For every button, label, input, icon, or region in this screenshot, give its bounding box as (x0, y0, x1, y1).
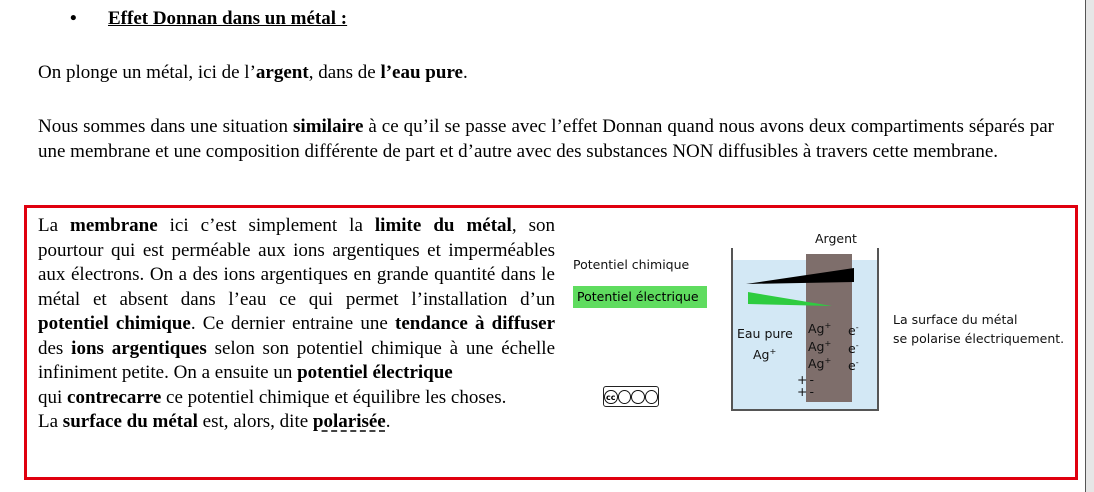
label-electron-1 (848, 322, 859, 338)
text-run: ce potentiel chimique et équilibre les choses. (161, 386, 507, 408)
text-run: , dans de (308, 62, 381, 83)
label-ag-metal-2 (808, 338, 831, 354)
ag-text: Ag (808, 356, 825, 372)
bold-ions-argentiques: ions argentiques (71, 337, 207, 359)
minus-sup: - (855, 322, 859, 332)
text-run: Nous sommes dans une situation (38, 116, 294, 137)
electron-text: e (848, 358, 856, 374)
text-run: à ce qu’il se passe avec l’effet Donnan quand nous avons deux compartiments séparés par une membrane et une composition différente de part et d’autre avec des substances NON diffusibles à travers cette membrane. (38, 116, 1054, 162)
text-run: . (462, 62, 468, 83)
text-run: . (385, 411, 391, 432)
bold-limite-du-metal: limite du métal (374, 215, 512, 236)
section-title: Effet Donnan dans un métal : (108, 8, 348, 29)
plus-sup: + (824, 338, 832, 348)
minus-sup: - (855, 357, 859, 367)
label-potentiel-electrique: Potentiel électrique (573, 286, 707, 308)
label-eau-pure: Eau pure (737, 326, 793, 341)
by-circle (618, 390, 632, 404)
sa-circle (645, 390, 659, 404)
label-surface-line1: La surface du métal (893, 312, 1018, 327)
ag-text: Ag (808, 339, 825, 355)
label-electron-2 (848, 340, 859, 356)
bold-potentiel-electrique: potentiel électrique (297, 362, 453, 383)
section-heading (70, 8, 347, 30)
plus-sup: + (769, 346, 777, 356)
bold-tendance-a-diffuser: tendance à diffuser (395, 313, 556, 334)
label-surface-line2: se polarise électriquement. (893, 331, 1065, 346)
scrollbar[interactable] (1085, 0, 1094, 492)
text-run: . Ce dernier entraine une (190, 313, 395, 334)
bold-polarisee: polarisée (312, 411, 386, 432)
minus-sup: - (855, 340, 859, 350)
text-run: La (38, 215, 71, 236)
plus-charge: + (797, 372, 808, 387)
intro-paragraph (38, 62, 468, 84)
box-paragraph (38, 214, 555, 435)
text-run: est, alors, dite (197, 411, 313, 432)
similarity-paragraph (38, 114, 1054, 164)
bold-contrecarre: contrecarre (67, 386, 162, 408)
text-run: des (38, 337, 72, 359)
ag-text: Ag (808, 321, 825, 337)
cc-circle: cc (604, 390, 618, 404)
text-run: La (38, 411, 63, 432)
bold-membrane: membrane (70, 215, 158, 236)
label-ag-metal-3 (808, 355, 831, 371)
electron-text: e (848, 323, 856, 339)
text-run: On plonge un métal, ici de l’ (38, 62, 256, 83)
label-ag-water (753, 346, 776, 362)
nc-circle (631, 390, 645, 404)
electron-text: e (848, 341, 856, 357)
box-last-lines (38, 386, 555, 435)
label-potentiel-chimique: Potentiel chimique (573, 257, 690, 272)
bold-eau-pure: l’eau pure (380, 62, 463, 83)
ag-text: Ag (753, 347, 770, 363)
label-ag-metal-1 (808, 320, 831, 336)
plus-sup: + (824, 355, 832, 365)
minus-charge: - (809, 384, 814, 399)
creative-commons-icon (603, 386, 659, 407)
label-argent: Argent (815, 231, 857, 246)
label-electron-3 (848, 357, 859, 373)
bullet: • (70, 8, 77, 29)
plus-sup: + (824, 320, 832, 330)
text-run: selon son potentiel chimique à une échelle infiniment petite. On a ensuite un (38, 337, 556, 383)
bold-similaire: similaire (293, 116, 364, 137)
plus-charge: + (797, 384, 808, 399)
bold-surface-du-metal: surface du métal (62, 411, 198, 432)
text-run: ici c’est simplement la (157, 215, 375, 236)
bold-potentiel-chimique: potentiel chimique (38, 313, 191, 334)
text-run: , son pourtour qui est perméable aux ions argentiques et imperméables aux électrons. On a des ions argentiques en grande quantité dans le métal et absent dans l’eau ce qui permet l’installation d’un (38, 215, 555, 310)
minus-charge: - (809, 372, 814, 387)
surface-charges (797, 374, 814, 398)
bold-argent: argent (255, 62, 309, 83)
text-run: qui (38, 386, 68, 408)
